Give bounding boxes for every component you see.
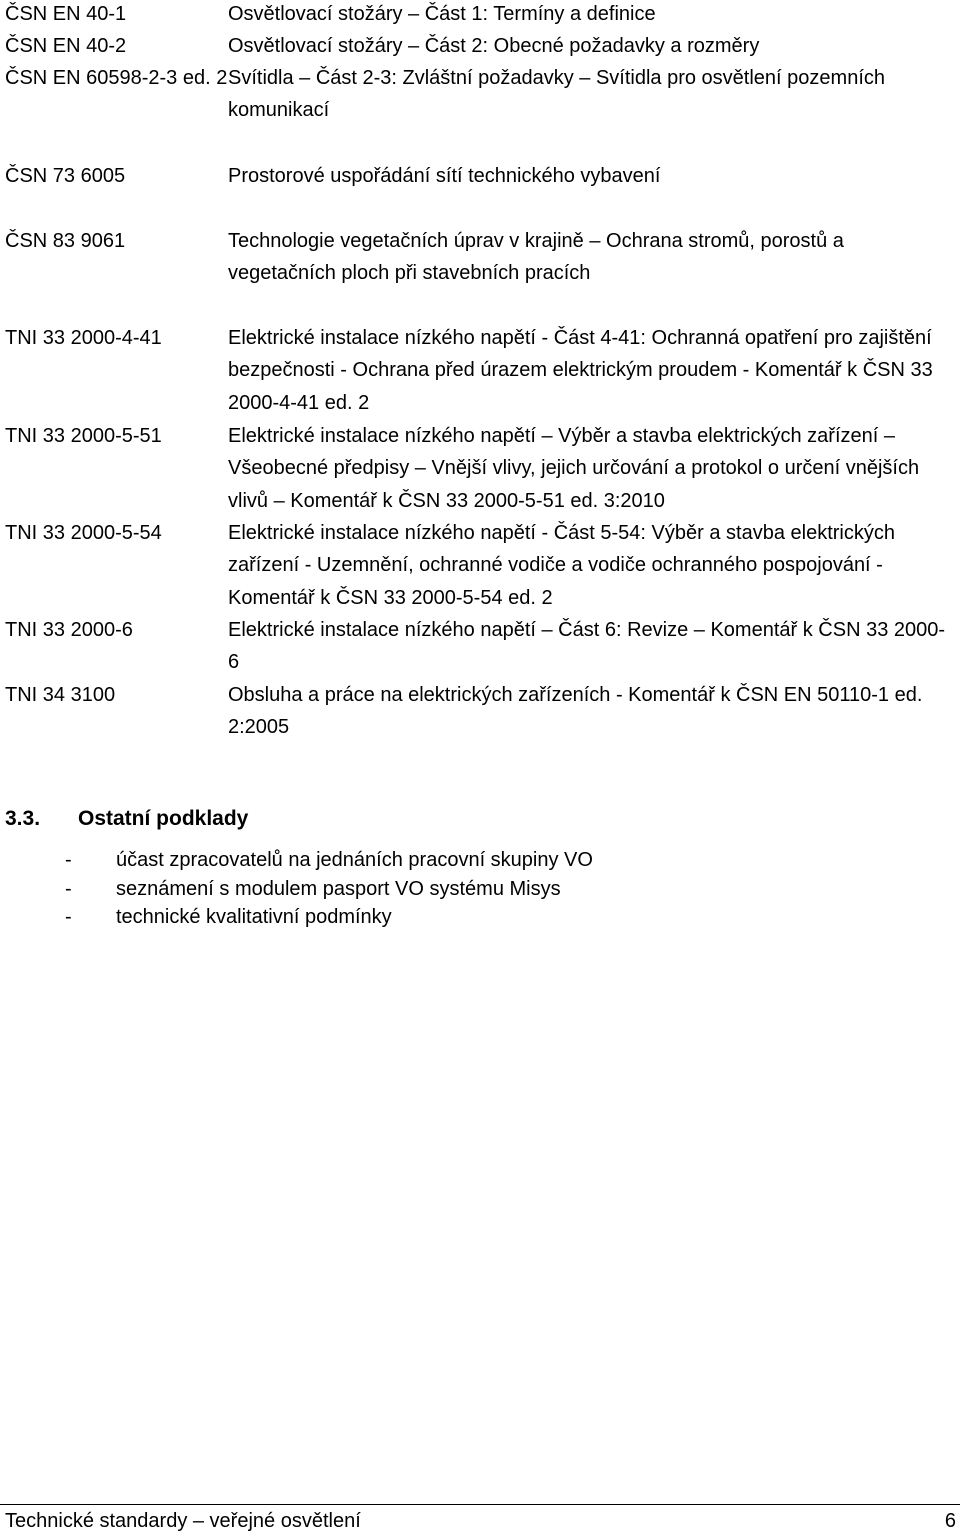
standard-code: TNI 33 2000-4-41 — [5, 327, 162, 349]
list-item-text: seznámení s modulem pasport VO systému Misys — [116, 877, 561, 900]
list-item-text: účast zpracovatelů na jednáních pracovní skupiny VO — [116, 849, 593, 871]
page-footer — [0, 1504, 960, 1536]
standard-title: Osvětlovací stožáry – Část 2: Obecné požadavky a rozměry — [228, 35, 760, 57]
standard-title: Elektrické instalace nízkého napětí – Výběr a stavba elektrických zařízení – Všeobecné předpisy – Vnější vlivy, jejich určování a protokol o určení vnějších vlivů – Komentář k ČSN 33 2000-5-51 ed. 3:2010 — [228, 425, 920, 512]
standard-code: ČSN EN 60598-2-3 ed. 2 — [5, 67, 228, 89]
bullet-list — [0, 846, 593, 932]
standard-title: Elektrické instalace nízkého napětí - Část 4-41: Ochranná opatření pro zajištění bezpečnosti - Ochrana před úrazem elektrickým proudem - Komentář k ČSN 33 2000-4-41 ed. 2 — [228, 327, 933, 414]
list-item — [0, 903, 593, 932]
standard-title: Osvětlovací stožáry – Část 1: Termíny a definice — [228, 3, 656, 25]
footer-title: Technické standardy – veřejné osvětlení — [5, 1510, 361, 1532]
bullet-marker: - — [65, 877, 72, 900]
list-item-text: technické kvalitativní podmínky — [116, 906, 392, 928]
standard-title: Elektrické instalace nízkého napětí – Část 6: Revize – Komentář k ČSN 33 2000-6 — [228, 619, 946, 674]
standard-title: Prostorové uspořádání sítí technického vybavení — [228, 165, 661, 187]
page-number: 6 — [944, 1510, 956, 1532]
standard-title: Svítidla – Část 2-3: Zvláštní požadavky – Svítidla pro osvětlení pozemních komunikací — [228, 67, 885, 122]
bullet-marker: - — [65, 906, 72, 928]
standard-code: ČSN EN 40-1 — [5, 3, 127, 25]
list-item — [0, 875, 593, 904]
list-item — [0, 846, 593, 875]
standard-code: ČSN 83 9061 — [5, 230, 126, 252]
standard-title: Obsluha a práce na elektrických zařízeních - Komentář k ČSN EN 50110-1 ed. 2:2005 — [228, 684, 923, 739]
standard-code: TNI 33 2000-6 — [5, 619, 133, 641]
standard-code: ČSN 73 6005 — [5, 165, 126, 187]
standard-code: ČSN EN 40-2 — [5, 35, 127, 57]
section-title: Ostatní podklady — [78, 807, 249, 830]
bullet-marker: - — [65, 849, 72, 871]
standard-title: Elektrické instalace nízkého napětí - Část 5-54: Výběr a stavba elektrických zařízení - Uzemnění, ochranné vodiče a vodiče ochranného pospojování - Komentář k ČSN 33 2000-5-54 ed. 2 — [228, 522, 895, 609]
standard-code: TNI 34 3100 — [5, 684, 116, 706]
standard-code: TNI 33 2000-5-54 — [5, 522, 162, 544]
section-number: 3.3. — [5, 807, 41, 830]
section-heading — [5, 803, 248, 835]
standard-title: Technologie vegetačních úprav v krajině – Ochrana stromů, porostů a vegetačních ploch při stavebních pracích — [228, 230, 844, 285]
standard-code: TNI 33 2000-5-51 — [5, 425, 162, 447]
